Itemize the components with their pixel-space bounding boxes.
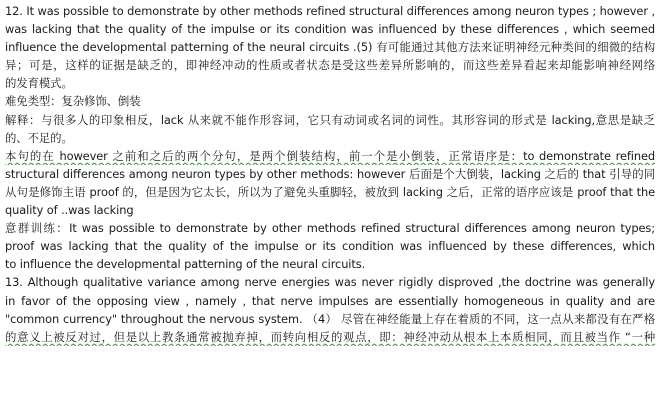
text-line: 解释：与很多人的印象相反，lack 从来就不能作形容词，它只有动词或名词的词性。其形容词的形式是 lacking,意思是缺乏 xyxy=(5,112,655,127)
text-line: 从句是修饰主语 proof 的，但是因为它太长，所以为了避免头重脚轻，被放到 lacking 之后，正常的语序应该是 proof that the xyxy=(5,184,655,199)
text-line: 13. Although qualitative variance among nerve energies was never rigidly disproved ,the doctrine was generally xyxy=(5,275,655,290)
text-line: 本句的在 however 之前和之后的两个分句，是两个倒装结构，前一个是小倒装，正常语序是：to demonstrate refined xyxy=(5,148,655,163)
text-line: 的、不足的。 xyxy=(5,130,73,145)
document-body xyxy=(5,2,655,346)
text-line: 异；可是，这样的证据是缺乏的，即神经冲动的性质或者状态是受这些差异所影响的，而这些差异看起来却能影响神经网络 xyxy=(5,58,655,73)
text-line: 的发育模式。 xyxy=(5,76,73,91)
text-line: to influence the developmental patterning of the neural circuits. xyxy=(5,257,366,272)
text-line: proof was lacking that the quality of the impulse or its condition was influenced by these differences, which xyxy=(5,239,655,254)
section-heading: 意群训练：It was possible to demonstrate by other methods refined structural differences among neuron types; xyxy=(5,221,655,236)
text-line: quality of ..was lacking xyxy=(5,203,134,218)
text-line: 的意义上被反对过，但是以上教条通常被抛弃掉，而转向相反的观点，即：神经冲动从根本上本质相同，而且被当作 “一种 xyxy=(5,329,655,344)
text-line: structural differences among neuron types by other methods: however 后面是个大倒装，lacking 之后的 that 引导的同 xyxy=(5,166,655,181)
section-heading: 难免类型：复杂修饰、倒装 xyxy=(5,94,141,109)
text-line: 12. It was possible to demonstrate by other methods refined structural differences among neuron types ; however , xyxy=(5,4,655,18)
text-line: "common currency" throughout the nervous system. （4） 尽管在神经能量上存在着质的不同，这一点从来都没有在严格 xyxy=(5,311,655,326)
text-line: influence the developmental patterning of the neural circuits .(5) 有可能通过其他方法来证明神经元种类间的细微的结构 xyxy=(5,40,655,55)
text-line: was lacking that the quality of the impulse or its condition was influenced by these differences , which seemed xyxy=(5,22,655,37)
text-line: in favor of the opposing view , namely , that nerve impulses are essentially homogeneous in quality and are xyxy=(5,293,655,308)
